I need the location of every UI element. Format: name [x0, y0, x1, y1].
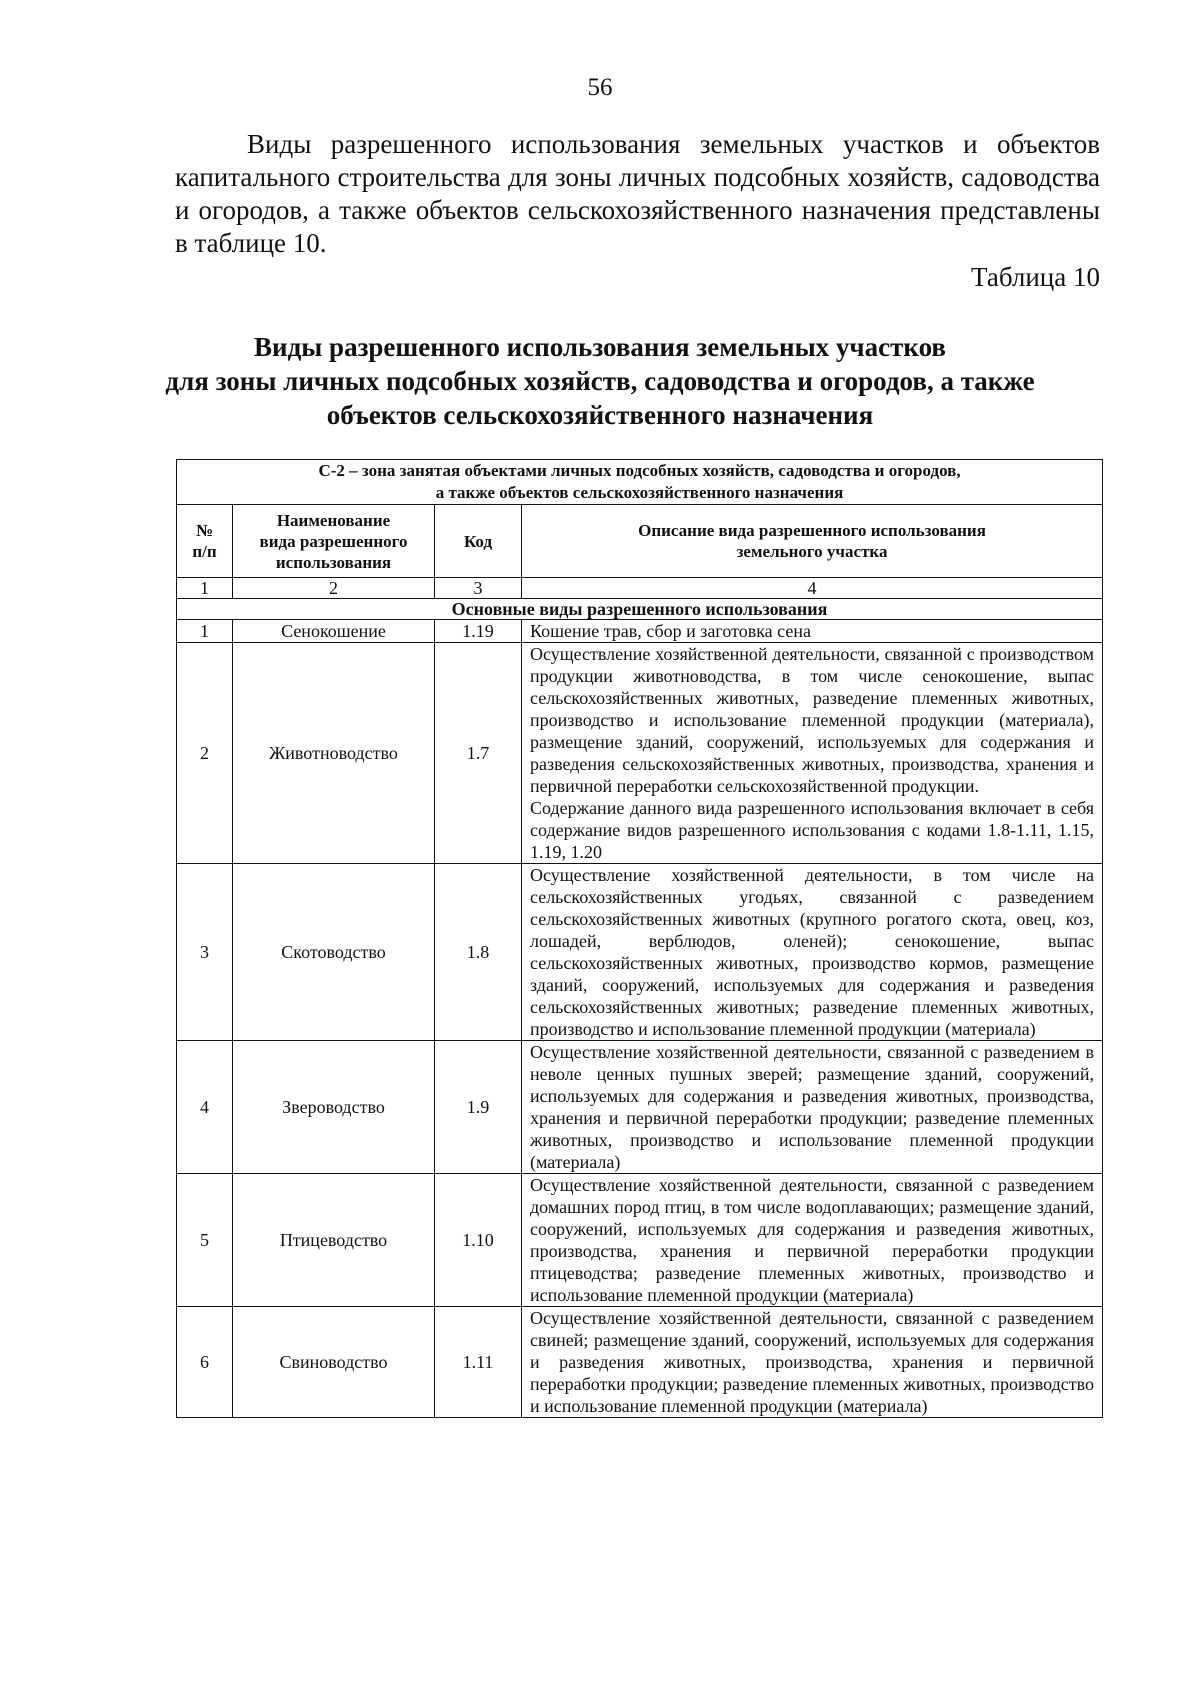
row-code: 1.11 — [435, 1307, 522, 1418]
land-use-table — [176, 459, 1103, 1418]
row-number: 3 — [177, 864, 233, 1041]
row-code: 1.9 — [435, 1041, 522, 1174]
column-number: 2 — [233, 578, 435, 599]
table-title-line: объектов сельскохозяйственного назначения — [326, 400, 874, 430]
table-row — [177, 1174, 1103, 1307]
row-description — [522, 1307, 1103, 1418]
row-description-text: Кошение трав, сбор и заготовка сена — [530, 621, 811, 641]
column-number: 1 — [177, 578, 233, 599]
section-header-row — [177, 599, 1103, 620]
zone-header-line: С-2 – зона занятая объектами личных подсобных хозяйств, садоводства и огородов, — [318, 461, 961, 480]
table-title-line: для зоны личных подсобных хозяйств, садоводства и огородов, а также — [165, 366, 1035, 396]
row-use-name: Скотоводство — [233, 864, 435, 1041]
row-use-name: Животноводство — [233, 643, 435, 864]
intro-paragraph: Виды разрешенного использования земельных участков и объектов капитального строительства для зоны личных подсобных хозяйств, садоводства и огородов, а также объектов сельскохозяйственного назначения представлены в таблице 10. — [175, 129, 1100, 258]
row-description-text: Осуществление хозяйственной деятельности, в том числе на сельскохозяйственных угодьях, связанной с разведением сельскохозяйственных животных (крупного рогатого скота, овец, коз, лошадей, верблюдов, оленей); сенокошение, выпас сельскохозяйственных животных, производство кормов, размещение зданий, сооружений, используемых для содержания и разведения сельскохозяйственных животных; разведение племенных животных, производство и использование племенной продукции (материала) — [530, 865, 1095, 1039]
row-description — [522, 620, 1103, 643]
row-description — [522, 1174, 1103, 1307]
row-description-text: Осуществление хозяйственной деятельности, связанной с разведением домашних пород птиц, в том числе водоплавающих; размещение зданий, сооружений, используемых для содержания и разведения животных, производства, хранения и первичной переработки продукции птицеводства; разведение племенных животных, производство и использование племенной продукции (материала) — [530, 1175, 1095, 1305]
row-code: 1.10 — [435, 1174, 522, 1307]
row-description-text: Осуществление хозяйственной деятельности, связанной с разведением в неволе ценных пушных зверей; размещение зданий, сооружений, используемых для содержания и разведения животных, производства, хранения и первичной переработки продукции; разведение племенных животных, производство и использование племенной продукции (материала) — [530, 1042, 1095, 1172]
row-description-text: Содержание данного вида разрешенного использования включает в себя содержание видов разрешенного использования с кодами 1.8-1.11, 1.15, 1.19, 1.20 — [530, 798, 1095, 862]
column-header-text: Наименование — [276, 510, 391, 530]
column-number-row — [177, 578, 1103, 599]
row-description — [522, 1041, 1103, 1174]
column-number: 3 — [435, 578, 522, 599]
zone-header-line: а также объектов сельскохозяйственного назначения — [435, 483, 844, 502]
table-title-line: Виды разрешенного использования земельных участков — [254, 332, 946, 362]
zone-header-row — [177, 460, 1103, 505]
column-header-code: Код — [435, 505, 522, 578]
page-number: 56 — [587, 74, 613, 101]
row-code: 1.8 — [435, 864, 522, 1041]
column-number: 4 — [522, 578, 1103, 599]
table-title — [150, 330, 1050, 432]
row-number: 2 — [177, 643, 233, 864]
zone-header-cell — [177, 460, 1103, 505]
row-code: 1.19 — [435, 620, 522, 643]
table-row — [177, 1307, 1103, 1418]
column-header-name — [233, 505, 435, 578]
row-description — [522, 643, 1103, 864]
column-header-row — [177, 505, 1103, 578]
column-header-text: п/п — [192, 542, 217, 561]
row-description-text: Осуществление хозяйственной деятельности, связанной с производством продукции животноводства, в том числе сенокошение, выпас сельскохозяйственных животных, разведение племенных животных, производство и использование племенной продукции (материала), размещение зданий, сооружений, используемых для содержания и разведения сельскохозяйственных животных, производства, хранения и первичной переработки сельскохозяйственной продукции. — [530, 644, 1095, 796]
column-header-text: использования — [275, 552, 392, 572]
column-header-text: земельного участка — [736, 542, 888, 561]
table-row — [177, 643, 1103, 864]
column-header-description — [522, 505, 1103, 578]
section-header: Основные виды разрешенного использования — [177, 599, 1103, 620]
row-description-text: Осуществление хозяйственной деятельности, связанной с разведением свиней; размещение зданий, сооружений, используемых для содержания и разведения животных, производства, хранения и первичной переработки продукции; разведение племенных животных, производство и использование племенной продукции (материала) — [530, 1308, 1095, 1416]
table-label: Таблица 10 — [971, 262, 1100, 292]
table-row — [177, 1041, 1103, 1174]
row-number: 5 — [177, 1174, 233, 1307]
row-use-name: Сенокошение — [233, 620, 435, 643]
table-row — [177, 864, 1103, 1041]
row-number: 6 — [177, 1307, 233, 1418]
row-number: 4 — [177, 1041, 233, 1174]
column-header-text: № — [195, 521, 214, 540]
row-use-name: Звероводство — [233, 1041, 435, 1174]
table-row — [177, 620, 1103, 643]
column-header-number — [177, 505, 233, 578]
row-number: 1 — [177, 620, 233, 643]
column-header-text: Описание вида разрешенного использования — [638, 521, 986, 540]
row-code: 1.7 — [435, 643, 522, 864]
column-header-text: вида разрешенного — [259, 531, 408, 551]
row-use-name: Птицеводство — [233, 1174, 435, 1307]
row-use-name: Свиноводство — [233, 1307, 435, 1418]
row-description — [522, 864, 1103, 1041]
